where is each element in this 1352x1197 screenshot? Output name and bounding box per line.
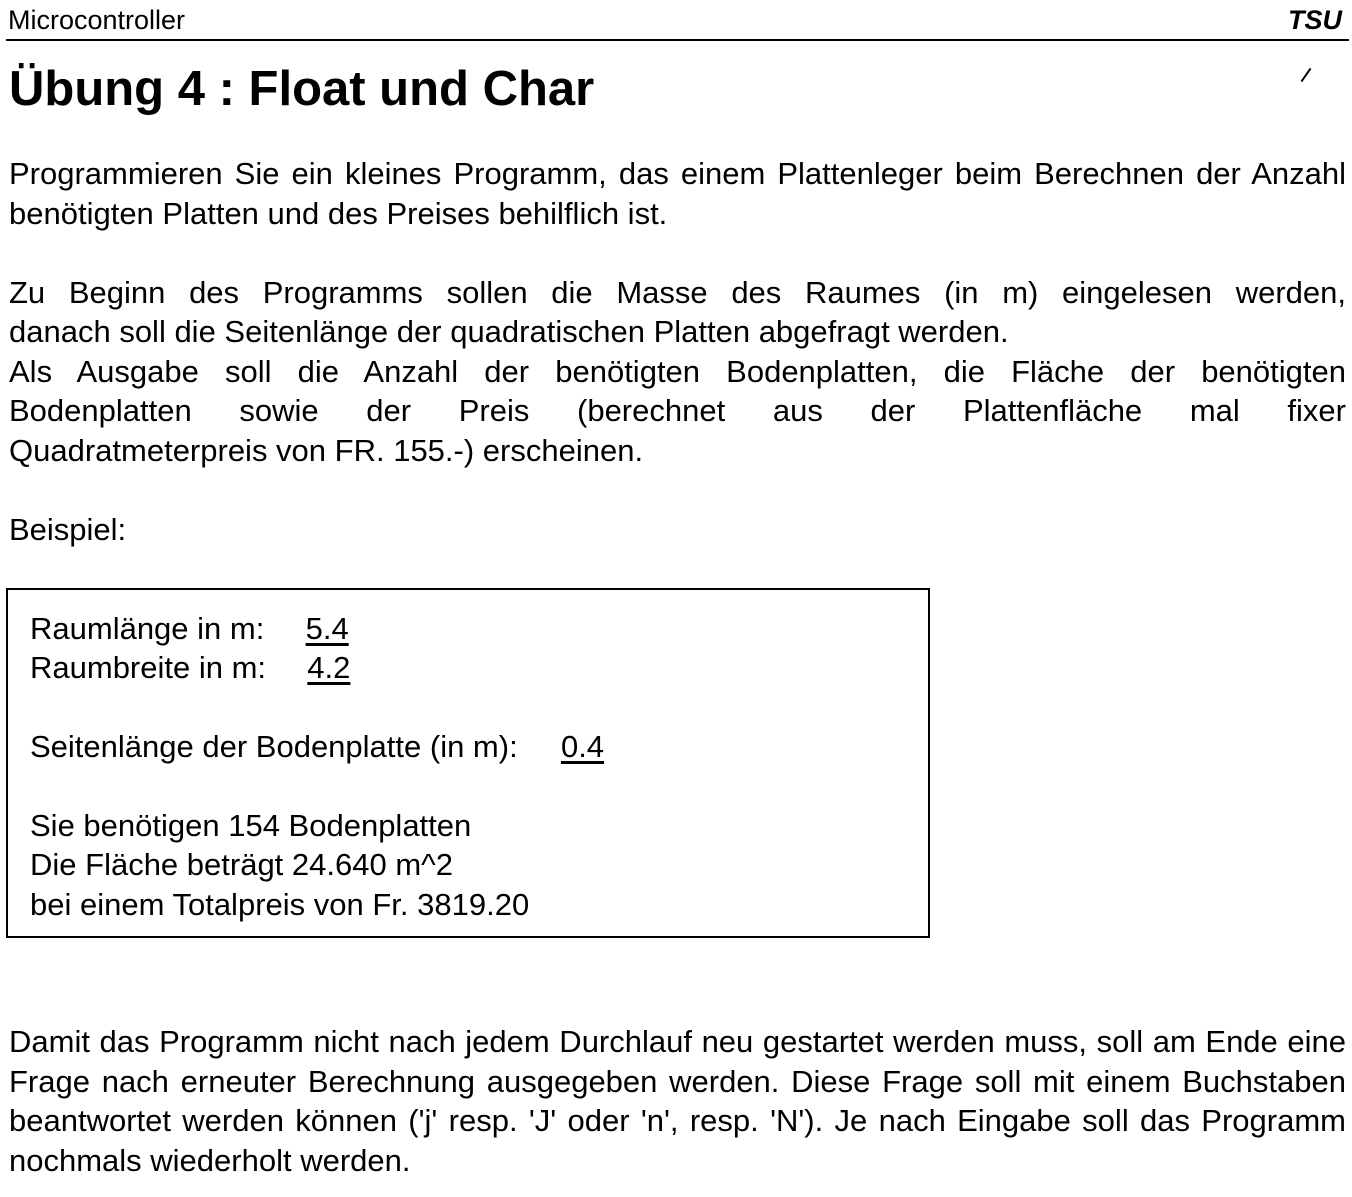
task-line: danach soll die Seitenlänge der quadratischen Platten abgefragt werden. xyxy=(9,314,1009,349)
header-school: TSU xyxy=(1288,5,1342,35)
pen-mark-icon xyxy=(1301,68,1312,82)
header-subject: Microcontroller xyxy=(8,5,186,35)
result-area: Die Fläche beträgt 24.640 m^2 xyxy=(30,847,453,882)
closing-paragraph: Damit das Programm nicht nach jedem Durchlauf neu gestartet werden muss, soll am Ende eine Frage nach erneuter Berechnung ausgegeben werden. Diese Frage soll mit einem Buchstaben beantwortet werden können ('j' resp. 'J' oder 'n', resp. 'N'). Je nach Eingabe soll das Programm nochmals wiederholt werden. xyxy=(9,1024,1346,1178)
room-length-label: Raumlänge in m: xyxy=(30,611,265,646)
result-price: bei einem Totalpreis von Fr. 3819.20 xyxy=(30,887,530,922)
room-length-row xyxy=(30,610,349,648)
intro-paragraph: Programmieren Sie ein kleines Programm, das einem Plattenleger beim Berechnen der Anzahl benötigten Platten und des Preises behilflich ist. xyxy=(9,156,1346,231)
header-divider xyxy=(6,39,1349,41)
task-line: Bodenplatten sowie der Preis (berechnet aus der Plattenfläche mal fixer xyxy=(9,393,1346,428)
room-length-value: 5.4 xyxy=(305,611,349,646)
room-width-value: 4.2 xyxy=(307,650,351,685)
room-width-label: Raumbreite in m: xyxy=(30,650,267,685)
task-line: Als Ausgabe soll die Anzahl der benötigten Bodenplatten, die Fläche der benötigten xyxy=(9,354,1346,389)
task-line: Quadratmeterpreis von FR. 155.-) erscheinen. xyxy=(9,433,644,468)
example-label: Beispiel: xyxy=(9,512,127,547)
tile-side-row xyxy=(30,728,604,766)
page-title: Übung 4 : Float und Char xyxy=(9,62,595,116)
tile-side-value: 0.4 xyxy=(560,729,605,764)
result-count: Sie benötigen 154 Bodenplatten xyxy=(30,808,472,843)
room-width-row xyxy=(30,649,350,687)
task-line: Zu Beginn des Programms sollen die Masse des Raumes (in m) eingelesen werden, xyxy=(9,275,1346,310)
tile-side-label: Seitenlänge der Bodenplatte (in m): xyxy=(30,729,518,764)
example-output-box xyxy=(6,588,930,938)
